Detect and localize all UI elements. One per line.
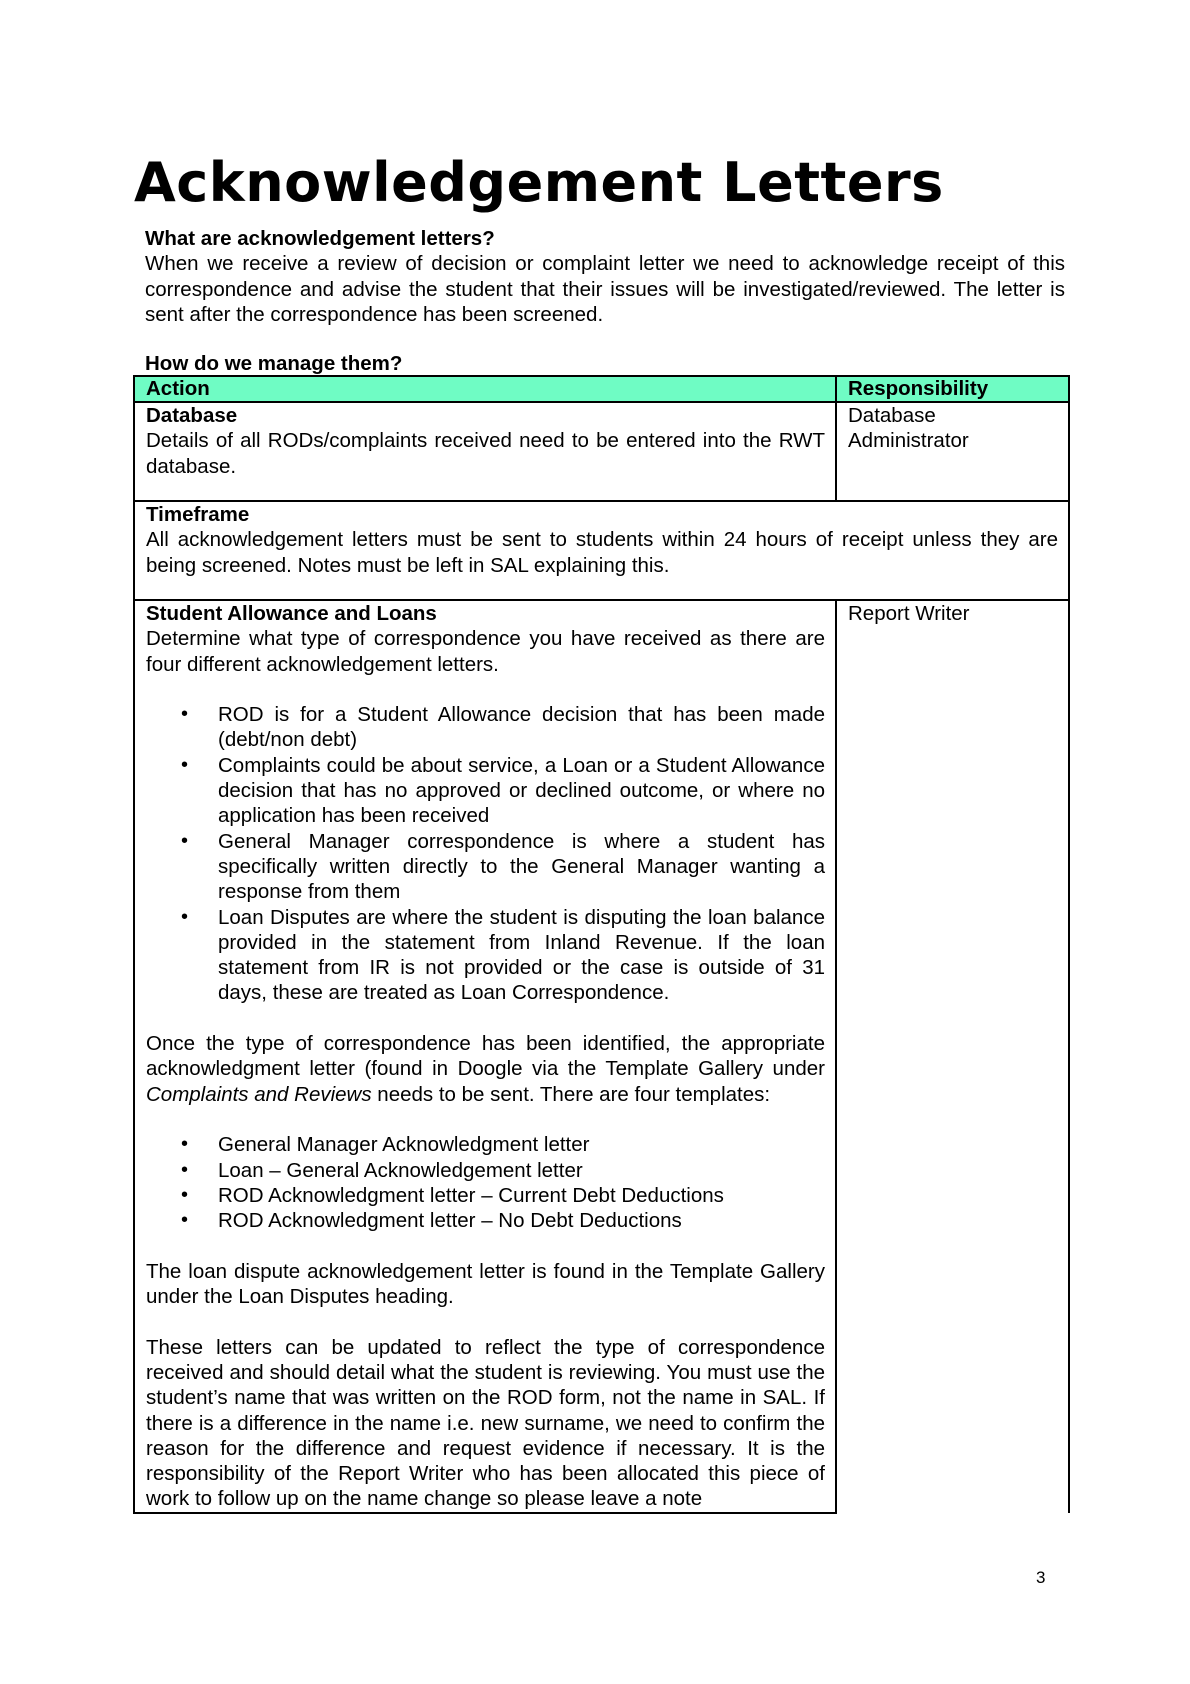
page-number: 3 [1036, 1568, 1046, 1587]
table-row-database [134, 402, 1069, 501]
row-title: Timeframe [146, 503, 250, 526]
row-intro: Determine what type of correspondence you have received as there are four different acknowledgement letters. [146, 627, 825, 676]
once-italic: Complaints and Reviews [146, 1082, 372, 1106]
correspondence-types-list [146, 702, 825, 1006]
once-pre: Once the type of correspondence has been identified, the appropriate acknowledgment letter (found in Doogle via the Template Gallery under [146, 1032, 825, 1081]
list-item: • Loan Disputes are where the student is disputing the loan balance provided in the statement from Inland Revenue. If the loan statement from IR is not provided or the case is outside of 31 days, these are treated as Loan Correspondence. [218, 905, 825, 1006]
page-title: Acknowledgement Letters [134, 151, 944, 214]
list-item: • ROD Acknowledgment letter – Current Debt Deductions [218, 1183, 825, 1208]
once-post: needs to be sent. There are four templates: [371, 1082, 771, 1106]
row-title: Student Allowance and Loans [146, 602, 437, 625]
intro-section [145, 226, 1065, 327]
table-row-student-allowance [134, 600, 1069, 1513]
intro-question: What are acknowledgement letters? [145, 227, 495, 250]
list-item: • General Manager correspondence is where a student has specifically written directly to the General Manager wanting a response from them [218, 829, 825, 905]
timeframe-cell [134, 501, 1069, 600]
table-row-timeframe [134, 501, 1069, 600]
responsibility-table [133, 375, 1070, 1514]
once-identified-text [146, 1031, 825, 1107]
list-item: • General Manager Acknowledgment letter [218, 1132, 825, 1157]
table-header-row [134, 376, 1069, 402]
intro-answer: When we receive a review of decision or complaint letter we need to acknowledge receipt of this correspondence and advise the student that their issues will be investigated/reviewed. The letter is sent after the correspondence has been screened. [145, 252, 1065, 326]
list-item: • Complaints could be about service, a Loan or a Student Allowance decision that has no approved or declined outcome, or where no application has been received [218, 753, 825, 829]
action-cell [134, 600, 836, 1513]
responsibility-cell: Database Administrator [836, 402, 1069, 501]
templates-list [146, 1132, 825, 1233]
header-action: Action [134, 376, 836, 402]
row-text: Details of all RODs/complaints received need to be entered into the RWT database. [146, 429, 825, 478]
manage-heading: How do we manage them? [145, 352, 403, 375]
action-cell [134, 402, 836, 501]
list-item: • ROD Acknowledgment letter – No Debt Deductions [218, 1208, 825, 1233]
header-responsibility: Responsibility [836, 376, 1069, 402]
responsibility-cell: Report Writer [836, 600, 1069, 1513]
row-title: Database [146, 404, 238, 427]
loan-dispute-text: The loan dispute acknowledgement letter is found in the Template Gallery under the Loan Disputes heading. [146, 1259, 825, 1309]
row-text: All acknowledgement letters must be sent to students within 24 hours of receipt unless they are being screened. Notes must be left in SAL explaining this. [146, 528, 1058, 577]
update-note-text: These letters can be updated to reflect the type of correspondence received and should detail what the student is reviewing. You must use the student’s name that was written on the ROD form, not the name in SAL. If there is a difference in the name i.e. new surname, we need to confirm the reason for the difference and request evidence if necessary. It is the responsibility of the Report Writer who has been allocated this piece of work to follow up on the name change so please leave a note [146, 1335, 825, 1511]
list-item: • ROD is for a Student Allowance decision that has been made (debt/non debt) [218, 702, 825, 753]
list-item: • Loan – General Acknowledgement letter [218, 1158, 825, 1183]
